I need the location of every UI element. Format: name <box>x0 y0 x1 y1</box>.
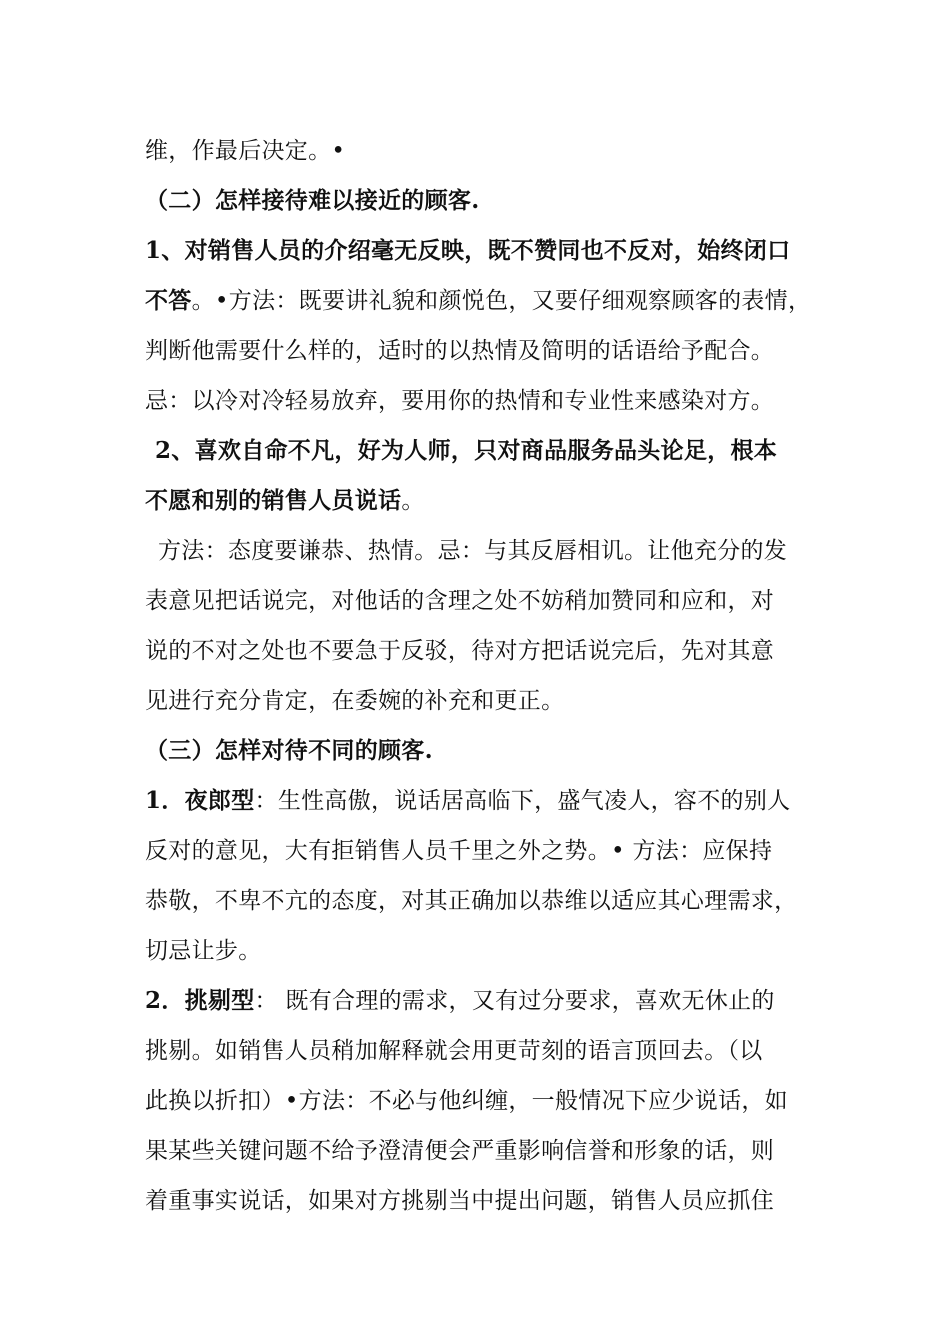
text-line-5: 判断他需要什么样的，适时的以热情及简明的话语给予配合。 <box>145 338 775 364</box>
section-heading-2: （二）怎样接待难以接近的顾客. <box>145 187 480 214</box>
text-line-9: 方法：态度要谦恭、热情。忌：与其反唇相讥。让他充分的发 <box>158 538 788 564</box>
text-line-10: 表意见把话说完，对他话的含理之处不妨稍加赞同和应和，对 <box>145 588 775 614</box>
text-line-11: 说的不对之处也不要急于反驳，待对方把话说完后，先对其意 <box>145 638 775 664</box>
text-line-3: 1、对销售人员的介绍毫无反映，既不赞同也不反对，始终闭口 <box>145 237 791 264</box>
text-line-8: 不愿和别的销售人员说话。 <box>145 487 425 514</box>
section-heading-3: （三）怎样对待不同的顾客. <box>145 737 433 764</box>
text-line-1: 维，作最后决定。• <box>145 138 346 164</box>
text-line-22: 着重事实说话，如果对方挑剔当中提出问题，销售人员应抓住 <box>145 1188 775 1214</box>
text-line-19: 挑剔。如销售人员稍加解释就会用更苛刻的语言顶回去。（以 <box>145 1038 763 1064</box>
text-line-15: 反对的意见，大有拒销售人员千里之外之势。• 方法：应保持 <box>145 838 773 864</box>
text-line-4: 不答。•方法：既要讲礼貌和颜悦色，又要仔细观察顾客的表情， <box>145 287 812 314</box>
text-line-7: 2、喜欢自命不凡，好为人师，只对商品服务品头论足，根本 <box>155 437 778 464</box>
text-line-14: 1．夜郎型：生性高傲，说话居高临下，盛气凌人，容不的别人 <box>145 787 791 814</box>
text-line-12: 见进行充分肯定，在委婉的补充和更正。 <box>145 688 565 714</box>
text-line-20: 此换以折扣）•方法：不必与他纠缠，一般情况下应少说话，如 <box>145 1088 788 1114</box>
text-line-18: 2．挑剔型： 既有合理的需求，又有过分要求，喜欢无休止的 <box>145 987 775 1014</box>
text-line-21: 果某些关键问题不给予澄清便会严重影响信誉和形象的话，则 <box>145 1138 775 1164</box>
text-line-17: 切忌让步。 <box>145 938 262 964</box>
text-line-6: 忌：以冷对冷轻易放弃，要用你的热情和专业性来感染对方。 <box>145 388 775 414</box>
text-line-16: 恭敬，不卑不亢的态度，对其正确加以恭维以适应其心理需求， <box>145 888 798 914</box>
